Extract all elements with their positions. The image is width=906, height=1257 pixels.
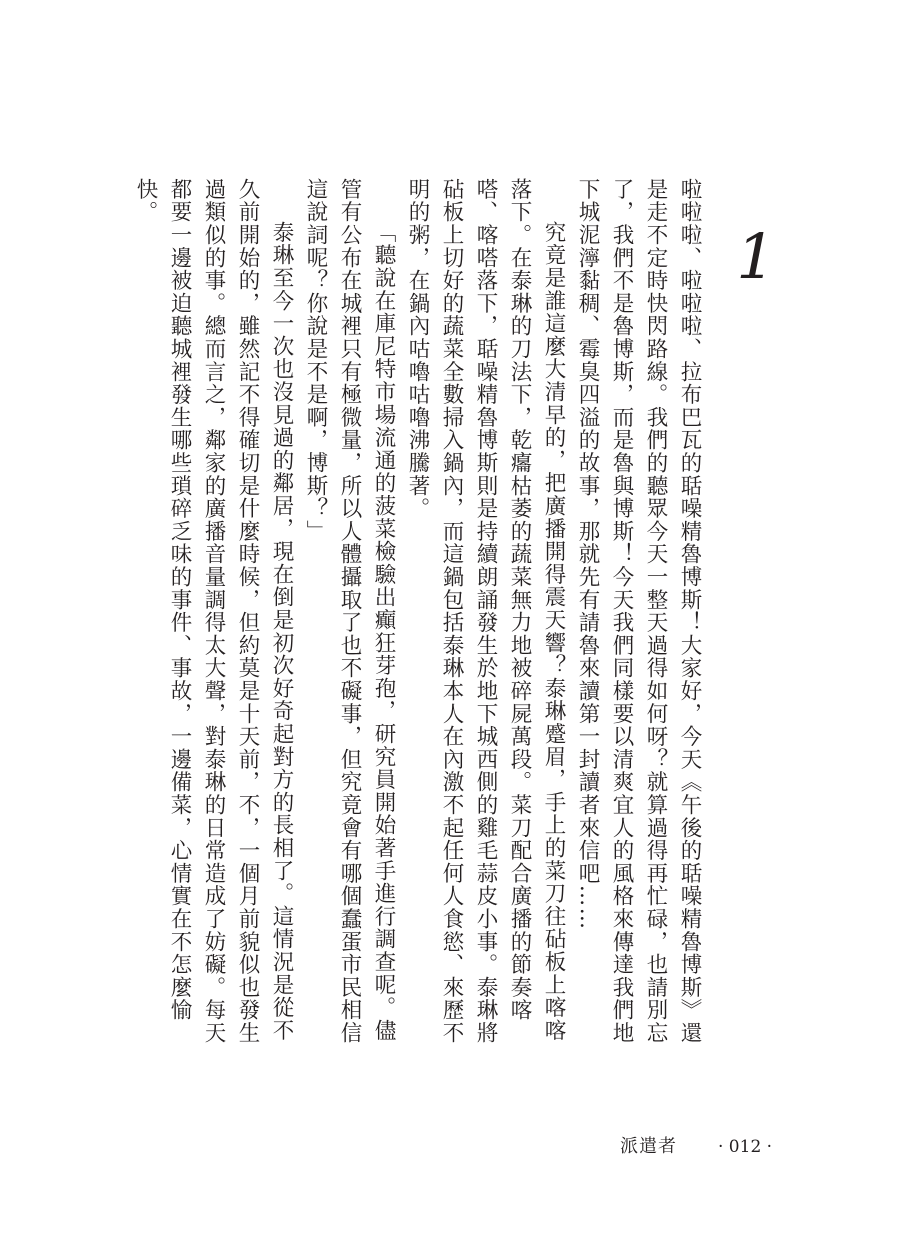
paragraph-2: 究竟是誰這麼大清早的，把廣播開得震天響？泰琳蹙眉，手上的菜刀往砧板上喀喀落下。在泰琳的刀法下，乾癟枯萎的蔬菜無力地被碎屍萬段。菜刀配合廣播的節奏喀嗒、喀嗒落下，聒噪精魯博斯則是持續朗誦發生於地下城西側的雞毛蒜皮小事。泰琳將砧板上切好的蔬菜全數掃入鍋內，而這鍋包括泰琳本人在內激不起任何人食慾、來歷不明的粥，在鍋內咕嚕咕嚕沸騰著。	[405, 178, 566, 1045]
paragraph-3: 「聽說在庫尼特市場流通的菠菜檢驗出癲狂芽孢，研究員開始著手進行調查呢。儘管有公布在城裡只有極微量，所以人體攝取了也不礙事，但究竟會有哪個蠢蛋市民相信這說詞呢？你說是不是啊，博斯？」	[303, 178, 396, 1045]
running-footer-book-title: 派遣者	[620, 1136, 677, 1157]
paragraph-4: 泰琳至今一次也沒見過的鄰居，現在倒是初次好奇起對方的長相了。這情況是從不久前開始的，雖然記不得確切是什麼時候，但約莫是十天前，不，一個月前貌似也發生過類似的事。總而言之，鄰家的廣播音量調得太大聲，對泰琳的日常造成了妨礙。每天都要一邊被迫聽城裡發生哪些瑣碎乏味的事件、事故，一邊備菜，心情實在不怎麼愉快。	[133, 178, 294, 1045]
chapter-number: 1	[736, 220, 776, 293]
page-number: · 012 ·	[718, 1137, 773, 1157]
chapter-body-text	[133, 178, 706, 1048]
paragraph-1: 啦啦啦、啦啦啦、拉布巴瓦的聒噪精魯博斯！大家好，今天《午後的聒噪精魯博斯》還是走不定時快閃路線。我們的聽眾今天一整天過得如何呀？就算過得再忙碌，也請別忘了，我們不是魯博斯，而是魯與博斯！今天我們同樣要以清爽宜人的風格來傳達我們地下城泥濘黏稠、霉臭四溢的故事，那就先有請魯來讀第一封讀者來信吧……	[575, 178, 702, 1045]
